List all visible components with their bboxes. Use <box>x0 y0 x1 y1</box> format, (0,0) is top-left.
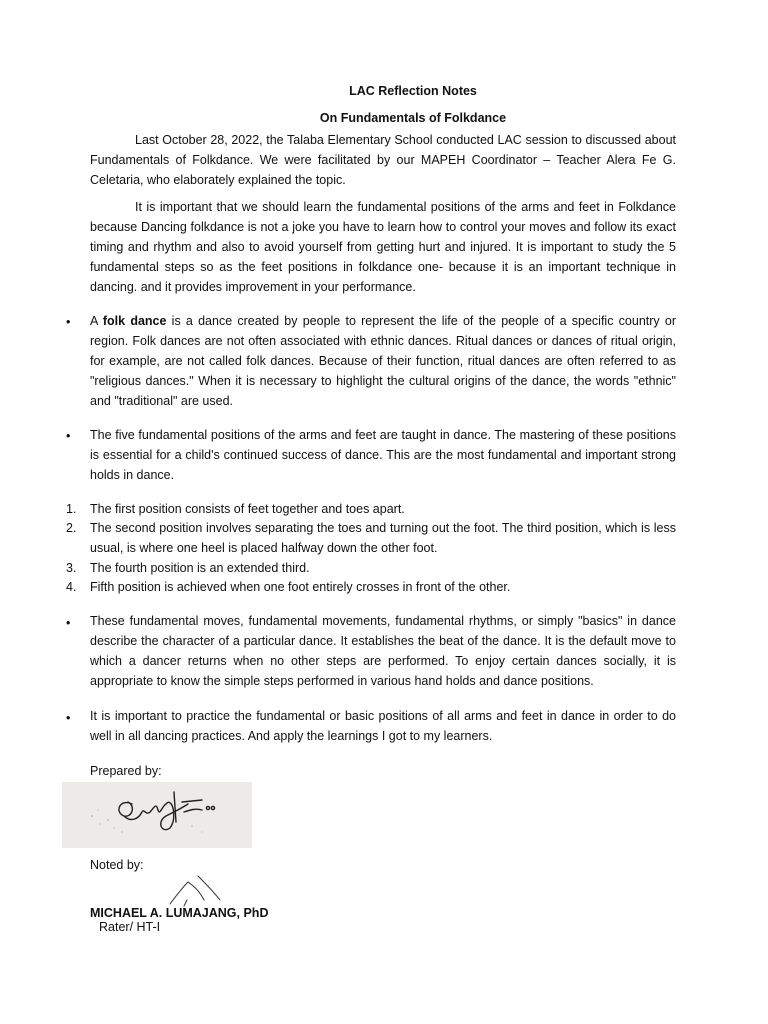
practice-paragraph: It is important to practice the fundamental or basic positions of all arms and feet in dance in order to do well in all dancing practices. And apply the learnings I got to my learners. <box>90 709 676 743</box>
bullet-marker: • <box>66 711 71 725</box>
document-title: LAC Reflection Notes <box>349 84 477 98</box>
preparer-signature-drawing <box>62 782 252 848</box>
folk-dance-term: folk dance <box>102 314 167 328</box>
signer-name: MICHAEL A. LUMAJANG, PhD <box>90 906 269 920</box>
document-subtitle: On Fundamentals of Folkdance <box>319 111 507 125</box>
list-item: The fourth position is an extended third. <box>90 561 310 575</box>
bullet-marker: • <box>66 315 71 329</box>
noted-by-label: Noted by: <box>90 858 144 872</box>
list-number: 3. <box>66 561 77 575</box>
intro-paragraph: Last October 28, 2022, the Talaba Elementary School conducted LAC session to discussed about Fundamentals of Folkdance. We were facilitated by our MAPEH Coordinator – Teacher Alera Fe G. Celetaria, who elaborately explained the topic. <box>90 133 676 187</box>
preparer-signature <box>62 782 252 848</box>
list-number: 2. <box>66 521 77 535</box>
basics-paragraph: These fundamental moves, fundamental movements, fundamental rhythms, or simply "basics" in dance describe the character of a particular dance. It establishes the beat of the dance. It is the default move to which a dancer returns when no other steps are performed. To enjoy certain dances socially, it is appropriate to know the simple steps performed in various hand holds and dance positions. <box>90 614 676 688</box>
list-item: The second position involves separating the toes and turning out the foot. The third position, which is less usual, is where one heel is placed halfway down the other foot. <box>90 521 676 555</box>
list-number: 1. <box>66 502 77 516</box>
list-item: The first position consists of feet together and toes apart. <box>90 502 405 516</box>
rater-signature-drawing <box>160 870 240 910</box>
prepared-by-label: Prepared by: <box>90 764 162 778</box>
importance-paragraph: It is important that we should learn the fundamental positions of the arms and feet in Folkdance because Dancing folkdance is not a joke you have to learn how to control your moves and follow its exact timing and rhythm and also to avoid yourself from getting hurt and injured. It is important to study the 5 fundamental steps so as the feet positions in folkdance one- because it is an important technique in dancing. and it provides improvement in your performance. <box>90 200 676 294</box>
folk-dance-paragraph: A folk dance is a dance created by people to represent the life of the people of a specific country or region. Folk dances are not often associated with ethnic dances. Ritual dances or dances of ritual origin, for example, are not called folk dances. Because of their function, ritual dances are often referred to as "religious dances." When it is necessary to highlight the cultural origins of the dance, the words "ethnic" and "traditional" are used. <box>90 314 676 408</box>
list-number: 4. <box>66 580 77 594</box>
bullet-marker: • <box>66 616 71 630</box>
positions-paragraph: The five fundamental positions of the arms and feet are taught in dance. The mastering of these positions is essential for a child's continued success of dance. This are the most fundamental and important strong holds in dance. <box>90 428 676 482</box>
signer-role: Rater/ HT-I <box>99 920 161 934</box>
bullet-marker: • <box>66 429 71 443</box>
list-item: Fifth position is achieved when one foot entirely crosses in front of the other. <box>90 580 511 594</box>
